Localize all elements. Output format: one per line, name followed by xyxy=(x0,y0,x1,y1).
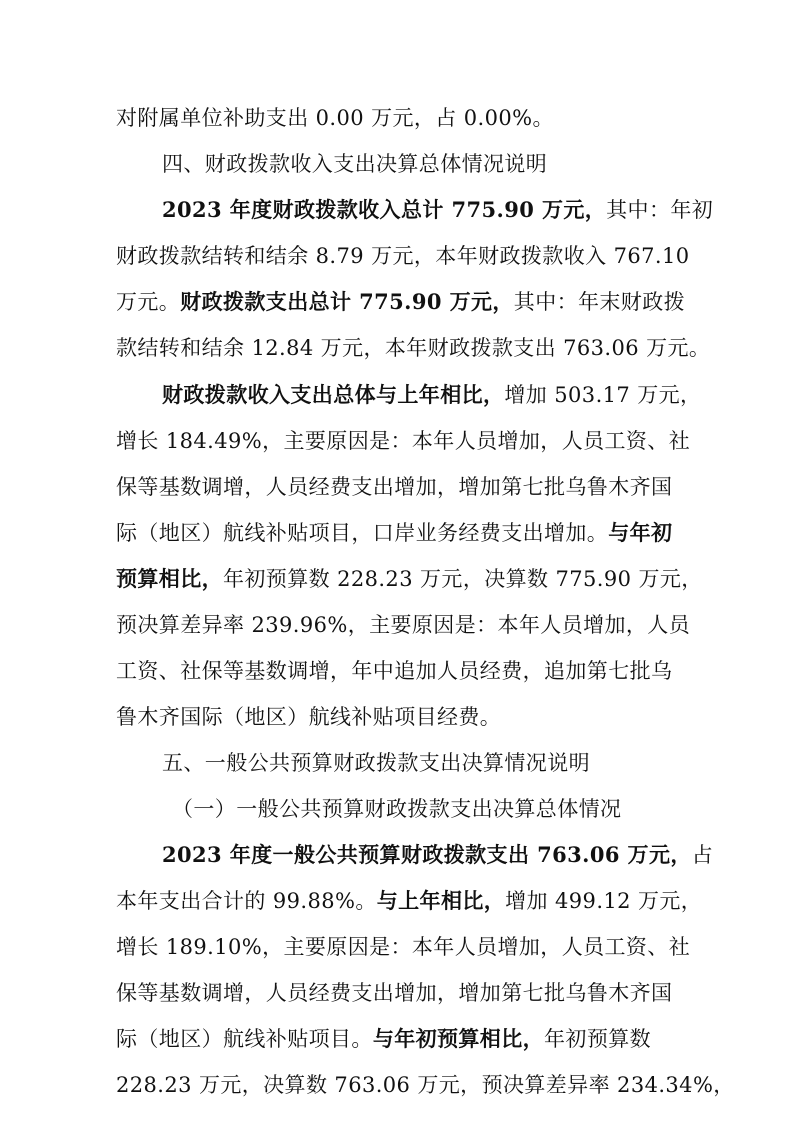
bold-text: 与年初预算相比， xyxy=(372,1026,545,1051)
bold-text: 2023 年度财政拨款收入总计 775.90 万元， xyxy=(162,197,607,222)
text-line-9 xyxy=(116,473,672,501)
text-segment: 工资、社保等基数调增，年中追加人员经费，追加第七批乌 xyxy=(116,659,673,683)
text-line-22 xyxy=(116,1071,735,1099)
text-segment: 其中：年末财政拨 xyxy=(513,290,685,314)
text-segment: 228.23 万元，决算数 763.06 万元，预决算差异率 234.34%， xyxy=(116,1073,735,1097)
text-line-7 xyxy=(162,381,701,409)
bold-text: 与年初 xyxy=(608,520,673,545)
bold-text: 财政拨款收入支出总体与上年相比， xyxy=(162,382,505,407)
text-segment: 鲁木齐国际（地区）航线补贴项目经费。 xyxy=(116,705,502,729)
text-segment: 际（地区）航线补贴项目。 xyxy=(116,1027,373,1051)
text-segment: 增加 499.12 万元， xyxy=(505,889,703,913)
text-segment: 预决算差异率 239.96%，主要原因是：本年人员增加，人员 xyxy=(116,613,691,637)
section-heading-4 xyxy=(162,150,547,178)
text-line-17 xyxy=(162,841,713,869)
text-line-4 xyxy=(116,242,689,270)
text-segment: 款结转和结余 12.84 万元，本年财政拨款支出 763.06 万元。 xyxy=(116,336,711,360)
text-line-18 xyxy=(116,887,702,915)
text-segment: 本年支出合计的 99.88%。 xyxy=(116,889,377,913)
text-line-3 xyxy=(162,196,713,224)
text-segment: 保等基数调增，人员经费支出增加，增加第七批乌鲁木齐国 xyxy=(116,981,673,1005)
heading-text: 五、一般公共预算财政拨款支出决算情况说明 xyxy=(162,751,590,775)
text-segment: 占 xyxy=(691,843,714,867)
text-line-14 xyxy=(116,703,501,731)
text-segment: 际（地区）航线补贴项目，口岸业务经费支出增加。 xyxy=(116,521,609,545)
bold-text: 与上年相比， xyxy=(376,888,506,913)
text-line-8 xyxy=(116,427,690,455)
text-segment: 增长 184.49%，主要原因是：本年人员增加，人员工资、社 xyxy=(116,429,691,453)
text-segment: 增长 189.10%，主要原因是：本年人员增加，人员工资、社 xyxy=(116,935,691,959)
text-line-21 xyxy=(116,1025,651,1053)
text-segment: 保等基数调增，人员经费支出增加，增加第七批乌鲁木齐国 xyxy=(116,475,673,499)
text-line-11 xyxy=(116,565,703,593)
bold-text: 财政拨款支出总计 775.90 万元， xyxy=(180,289,514,314)
text-segment: 万元。 xyxy=(116,290,181,314)
bold-text: 2023 年度一般公共预算财政拨款支出 763.06 万元， xyxy=(162,842,692,867)
heading-text: （一）一般公共预算财政拨款支出决算总体情况 xyxy=(172,797,622,821)
text-line-5 xyxy=(116,288,685,316)
text-segment: 年初预算数 xyxy=(544,1027,652,1051)
text-line-1 xyxy=(116,104,554,132)
heading-text: 四、财政拨款收入支出决算总体情况说明 xyxy=(162,152,548,176)
text-segment: 对附属单位补助支出 0.00 万元，占 0.00%。 xyxy=(116,106,554,130)
text-line-12 xyxy=(116,611,690,639)
subsection-heading-1 xyxy=(172,795,621,823)
text-line-10 xyxy=(116,519,672,547)
text-segment: 其中：年初 xyxy=(606,198,714,222)
text-line-13 xyxy=(116,657,672,685)
text-segment: 财政拨款结转和结余 8.79 万元，本年财政拨款收入 767.10 xyxy=(116,244,690,268)
bold-text: 预算相比， xyxy=(116,566,223,591)
text-line-20 xyxy=(116,979,672,1007)
text-line-19 xyxy=(116,933,690,961)
text-segment: 增加 503.17 万元， xyxy=(504,383,702,407)
text-line-6 xyxy=(116,334,710,362)
section-heading-5 xyxy=(162,749,590,777)
text-segment: 年初预算数 228.23 万元，决算数 775.90 万元， xyxy=(223,567,703,591)
